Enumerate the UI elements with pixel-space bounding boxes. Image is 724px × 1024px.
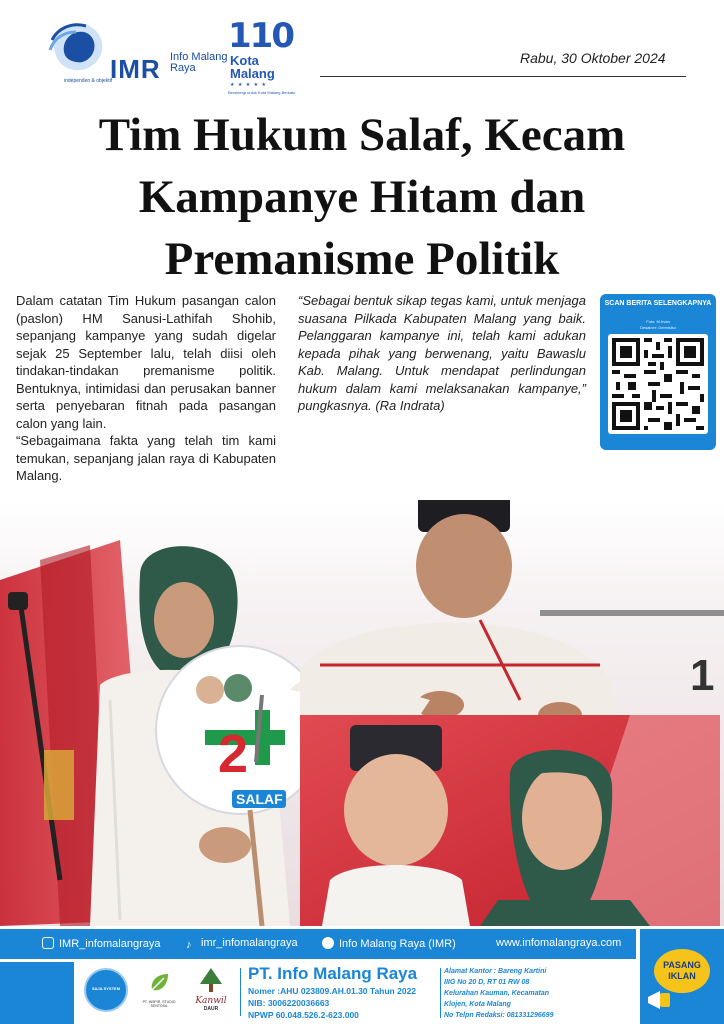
campaign-photo <box>0 500 724 926</box>
anniversary-city: Kota Malang <box>230 53 275 81</box>
header-divider <box>320 76 686 77</box>
social-media-bar <box>0 929 636 959</box>
footer-blue-strip <box>0 962 74 1024</box>
subsidiary-1-caption: PT. INSPIR. STUDIO SENTOSA <box>142 1000 176 1008</box>
footer-divider <box>240 968 241 1016</box>
subsidiary-logo-2 <box>190 966 232 1014</box>
leaf-icon <box>148 972 170 994</box>
logo-brand-sub: Info Malang Raya <box>170 51 228 74</box>
logo-tagline: independen & objektif <box>64 78 113 84</box>
website-url: www.infomalangraya.com <box>496 937 622 949</box>
facebook-handle: Info Malang Raya (IMR) <box>339 938 456 950</box>
stars-icon: ★ ★ ★ ★ ★ <box>230 82 267 88</box>
article-left-column <box>16 292 276 485</box>
instagram-link[interactable] <box>42 937 161 950</box>
office-address <box>444 966 638 1021</box>
address-line: IIIG No 20 D, RT 01 RW 08 <box>444 979 530 986</box>
foto-value: M.Irvan <box>656 319 670 324</box>
logo-brand: IMR <box>110 54 161 84</box>
instagram-icon <box>42 937 54 949</box>
lion-head-icon <box>46 18 108 76</box>
desainer-value: Dennisiko <box>658 325 676 330</box>
qr-credits <box>600 319 716 331</box>
address-line: No Telpn Redaksi: 081331296699 <box>444 1012 554 1019</box>
company-npwp: NPWP 60.048.526.2-623.000 <box>248 1010 359 1020</box>
megaphone-icon <box>646 987 676 1013</box>
subsidiary-logo-1 <box>138 968 180 1014</box>
article-quote: “Sebagai bentuk sikap tegas kami, untuk menjaga suasana Pilkada Kabupaten Malang yang baik. Pelanggaran kampanye ini, telah kami adukan kepada pihak yang berwenang, yaitu Bawaslu Kab. Malang. Untuk mendapat perlindungan hukum dalam kami melaksanakan kampanye,” pungkasnya. (Ra Indrata) <box>298 293 586 413</box>
tiktok-icon: ♪ <box>186 939 192 951</box>
qr-panel[interactable] <box>600 294 716 450</box>
address-line: Alamat Kantor : Bareng Kartini <box>444 968 547 975</box>
article-paragraph: Dalam catatan Tim Hukum pasangan calon (paslon) HM Sanusi-Lathifah Shohib, sepanjang kampanye yang sudah digelar sejak 25 September lalu, telah diisi oleh tindakan-tindakan premanisme politik. Bentuknya, intimidasi dan perusakan banner serta penyebaran fitnah pada pasangan calon yang lain. <box>16 293 276 431</box>
fan-number: 2 <box>218 724 249 784</box>
advertise-panel[interactable] <box>640 929 724 1024</box>
company-name: PT. Info Malang Raya <box>248 964 418 983</box>
fan-text: SALAF <box>236 791 283 807</box>
address-line: Kelurahan Kauman, Kecamatan <box>444 990 550 997</box>
tree-icon <box>198 966 224 994</box>
subsidiary-2-caption: DAUR <box>203 1006 219 1012</box>
qr-code-icon[interactable] <box>608 334 708 434</box>
tiktok-handle: imr_infomalangraya <box>201 937 298 949</box>
article-paragraph: “Sebagaimana fakta yang telah tim kami temukan, sepanjang jalan raya di Kabupaten Malang. <box>16 433 276 483</box>
advertise-label: PASANG IKLAN <box>663 960 701 981</box>
website-link[interactable] <box>496 937 621 949</box>
imr-logo <box>46 14 228 90</box>
desainer-label: Desainer: <box>640 325 658 330</box>
anniversary-number: 110 <box>228 16 293 56</box>
company-nib: NIB: 3006220036663 <box>248 998 330 1008</box>
tiktok-link[interactable] <box>186 937 298 951</box>
foto-label: Foto: <box>646 319 656 324</box>
instagram-handle: IMR_infomalangraya <box>59 938 161 950</box>
company-registration: Nomer :AHU 023809.AH.01.30 Tahun 2022 <box>248 986 417 996</box>
facebook-icon <box>322 937 334 949</box>
subsidiary-2-name: Kanwil <box>195 996 227 1006</box>
seal-label: SAJA SYSTEM <box>91 986 121 991</box>
publish-date: Rabu, 30 Oktober 2024 <box>520 50 666 66</box>
footer-divider <box>440 968 441 1018</box>
backdrop-number: 1 <box>690 651 715 700</box>
address-line: Klojen, Kota Malang <box>444 1001 511 1008</box>
kota-malang-anniversary-logo <box>224 16 304 102</box>
anniversary-slogan: Bersinergi untuk Kota Malang Bersatu <box>228 90 296 95</box>
facebook-link[interactable] <box>322 937 456 950</box>
article-right-column <box>298 292 586 415</box>
qr-title: SCAN BERITA SELENGKAPNYA <box>604 300 712 307</box>
headline: Tim Hukum Salaf, Kecam Kampanye Hitam dan Premanisme Politik <box>98 109 626 285</box>
